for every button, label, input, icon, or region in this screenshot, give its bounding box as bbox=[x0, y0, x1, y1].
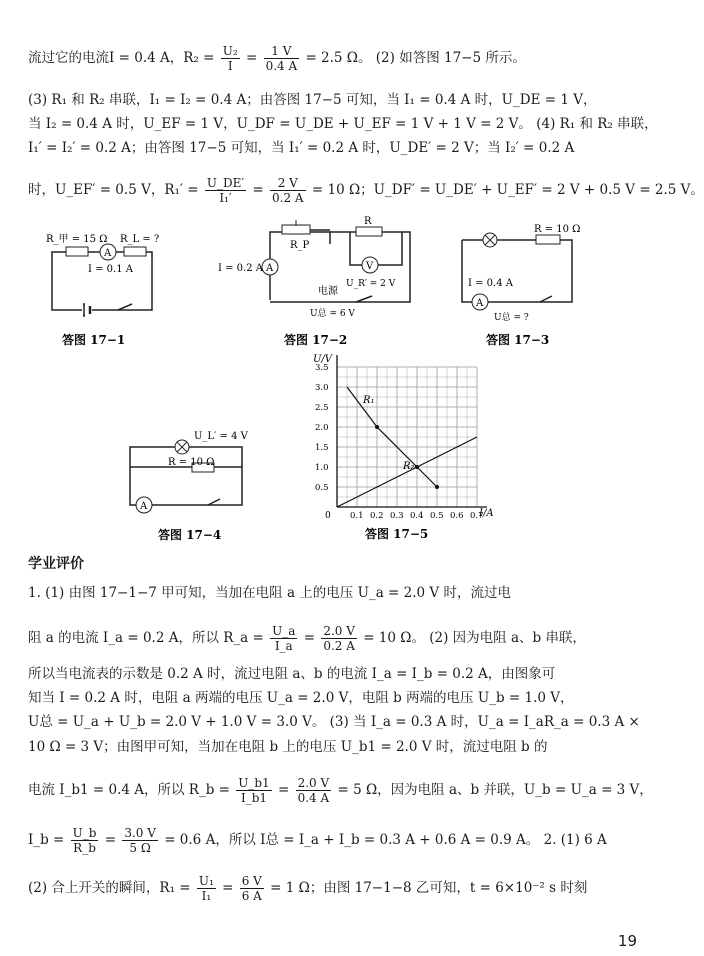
para-line: 1. (1) 由图 17−1−7 甲可知，当加在电阻 a 上的电压 U_a = 2.0 V 时，流过电 bbox=[28, 585, 511, 601]
y-tick-label: 2.5 bbox=[315, 403, 329, 413]
fraction: $\frac{6 V}{6 A}$ bbox=[241, 874, 262, 903]
x-tick-label: 0.1 bbox=[350, 511, 364, 521]
figure-caption: 答图 17−2 bbox=[284, 333, 348, 347]
circuit-figure-17-1 bbox=[46, 233, 159, 317]
svg-text:R = 10 Ω: R = 10 Ω bbox=[168, 457, 215, 468]
line-5: 时，U_EF′ = 0.5 V，R₁′ = $\frac{U\_DE'}{\text{I₁′}}$ = $\frac{2 V}{0.2 A}$ = 10 Ω；U_DF′ = U_DE′ + U_EF′ = 2 V + 0.5 V = 2.5 V。 bbox=[28, 176, 704, 205]
data-point bbox=[435, 485, 439, 489]
circuit-figure-17-2 bbox=[218, 216, 410, 319]
svg-text:R_甲 = 15 Ω: R_甲 = 15 Ω bbox=[46, 234, 108, 245]
svg-text:U总 = 6 V: U总 = 6 V bbox=[310, 309, 355, 319]
y-axis-label: U/V bbox=[313, 354, 333, 365]
para-line: 知当 I = 0.2 A 时，电阻 a 两端的电压 U_a = 2.0 V，电阻 b 两端的电压 U_b = 1.0 V， bbox=[28, 690, 574, 706]
svg-text:R = 10 Ω: R = 10 Ω bbox=[534, 224, 581, 235]
line-4: I₁′ = I₂′ = 0.2 A；由答图 17−5 可知，当 I₁′ = 0.2 A 时，U_DE′ = 2 V；当 I₂′ = 0.2 A bbox=[28, 140, 575, 156]
svg-text:V: V bbox=[366, 261, 374, 272]
y-tick-label: 0.5 bbox=[315, 483, 329, 493]
svg-text:I = 0.4 A: I = 0.4 A bbox=[468, 278, 513, 289]
circuit-figure-17-4 bbox=[120, 425, 260, 545]
para-line: I_b = $\frac{U\_b}{R\_b}$ = $\frac{3.0 V}{5 \Omega}$ = 0.6 A，所以 I总 = I_a + I_b = 0.3 A + 0.6 A = 0.9 A。 2. (1) 6 A bbox=[28, 826, 607, 855]
svg-text:R_L = ?: R_L = ? bbox=[120, 234, 160, 245]
para-line: 所以当电流表的示数是 0.2 A 时，流过电阻 a、b 的电流 I_a = I_b = 0.2 A，由图象可 bbox=[28, 666, 556, 682]
switch-icon bbox=[118, 304, 132, 310]
y-tick-label: 2.0 bbox=[315, 423, 329, 433]
rheostat-rp bbox=[282, 225, 310, 234]
fraction: $\frac{2.0 V}{0.2 A}$ bbox=[323, 624, 355, 653]
fraction: $\frac{U\_a}{I\_a}$ bbox=[272, 624, 296, 653]
svg-text:I = 0.2 A: I = 0.2 A bbox=[218, 263, 263, 274]
y-tick-label: 3.0 bbox=[315, 383, 329, 393]
page-number: 19 bbox=[617, 932, 637, 950]
svg-text:A: A bbox=[266, 263, 274, 274]
svg-text:U_R′ = 2 V: U_R′ = 2 V bbox=[346, 279, 396, 289]
resistor-r bbox=[356, 227, 382, 236]
fraction: $\frac{U\_b1}{I\_b1}$ bbox=[238, 776, 270, 805]
chart-figure-17-5 bbox=[305, 352, 495, 547]
line-2: (3) R₁ 和 R₂ 串联，I₁ = I₂ = 0.4 A；由答图 17−5 可知，当 I₁ = 0.4 A 时，U_DE = 1 V， bbox=[28, 92, 597, 108]
x-tick-label: 0.2 bbox=[370, 511, 384, 521]
y-tick-label: 1.5 bbox=[315, 443, 329, 453]
series-label-r1: R₁ bbox=[363, 395, 375, 406]
x-tick-label: 0.6 bbox=[450, 511, 464, 521]
resistor-rl bbox=[124, 247, 146, 256]
figure-caption: 答图 17−3 bbox=[486, 333, 550, 347]
x-tick-label: 0.5 bbox=[430, 511, 444, 521]
svg-text:U总 = ?: U总 = ? bbox=[494, 313, 529, 323]
fraction: $\frac{U\_DE'}{\text{I₁′}}$ bbox=[206, 176, 245, 205]
svg-text:R_P: R_P bbox=[290, 240, 310, 251]
resistor-r-jia bbox=[66, 247, 88, 256]
fraction: $\frac{3.0 V}{5 \Omega}$ bbox=[124, 826, 156, 855]
y-tick-label: 3.5 bbox=[315, 363, 329, 373]
x-axis-label: I/A bbox=[479, 508, 494, 519]
circuit-figure-17-3 bbox=[462, 224, 580, 323]
line-3: 当 I₂ = 0.4 A 时，U_EF = 1 V，U_DF = U_DE + U_EF = 1 V + 1 V = 2 V。 (4) R₁ 和 R₂ 串联， bbox=[28, 116, 658, 132]
switch-icon bbox=[540, 296, 552, 302]
fraction: $\frac{2.0 V}{0.4 A}$ bbox=[297, 776, 330, 805]
figure-caption: 答图 17−5 bbox=[365, 527, 429, 541]
svg-text:I = 0.1 A: I = 0.1 A bbox=[88, 264, 133, 275]
fraction: $\frac{\text{U₁}}{\text{I₁}}$ bbox=[198, 874, 214, 903]
x-tick-label: 0.4 bbox=[410, 511, 424, 521]
para-line: 10 Ω = 3 V；由图甲可知，当加在电阻 b 上的电压 U_b1 = 2.0 V 时，流过电阻 b 的 bbox=[28, 739, 548, 755]
para-line: 阻 a 的电流 I_a = 0.2 A，所以 R_a = $\frac{U\_a}{I\_a}$ = $\frac{2.0 V}{0.2 A}$ = 10 Ω。 (2) 因为电阻 a、b 串联， bbox=[28, 624, 586, 653]
data-point bbox=[375, 425, 379, 429]
section-heading: 学业评价 bbox=[28, 556, 84, 572]
figure-caption: 答图 17−1 bbox=[62, 333, 126, 347]
data-point bbox=[415, 465, 419, 469]
line-1: 流过它的电流I = 0.4 A，R₂ = $\frac{\text{U₂}}{I}$ = $\frac{1 V}{0.4 A}$ = 2.5 Ω。 (2) 如答图 17−5 所示。 bbox=[28, 44, 526, 73]
x-tick-label: 0.3 bbox=[390, 511, 404, 521]
fraction: $\frac{2 V}{0.2 A}$ bbox=[272, 176, 304, 205]
resistor-r bbox=[536, 235, 560, 244]
fraction: $\frac{\text{U₂}}{I}$ bbox=[222, 44, 238, 73]
svg-text:A: A bbox=[104, 248, 112, 259]
fraction: $\frac{1 V}{0.4 A}$ bbox=[265, 44, 298, 73]
svg-text:电源: 电源 bbox=[318, 286, 338, 297]
svg-text:R: R bbox=[364, 216, 372, 227]
para-line: U总 = U_a + U_b = 2.0 V + 1.0 V = 3.0 V。 (3) 当 I_a = 0.3 A 时，U_a = I_aR_a = 0.3 A × bbox=[28, 714, 640, 730]
x-tick-label: 0.7 bbox=[470, 511, 484, 521]
figure-caption: 答图 17−4 bbox=[158, 528, 222, 542]
para-line: 电流 I_b1 = 0.4 A，所以 R_b = $\frac{U\_b1}{I\_b1}$ = $\frac{2.0 V}{0.4 A}$ = 5 Ω，因为电阻 a、b 并联，U_b = U_a = 3 V， bbox=[28, 776, 653, 805]
svg-text:A: A bbox=[476, 298, 484, 309]
figures-row-1 bbox=[0, 216, 657, 350]
svg-text:U_L′ = 4 V: U_L′ = 4 V bbox=[194, 431, 248, 442]
svg-text:A: A bbox=[140, 501, 148, 512]
switch-icon bbox=[208, 499, 220, 505]
y-tick-label: 1.0 bbox=[315, 463, 329, 473]
series-label-r2: R₂ bbox=[403, 461, 415, 472]
para-line: (2) 合上开关的瞬间，R₁ = $\frac{\text{U₁}}{\text{I₁}}$ = $\frac{6 V}{6 A}$ = 1 Ω；由图 17−1−8 乙可知，t = 6×10⁻² s 时刻 bbox=[28, 874, 588, 903]
fraction: $\frac{U\_b}{R\_b}$ bbox=[72, 826, 97, 855]
switch-icon bbox=[356, 296, 372, 302]
origin-label: 0 bbox=[325, 511, 331, 521]
